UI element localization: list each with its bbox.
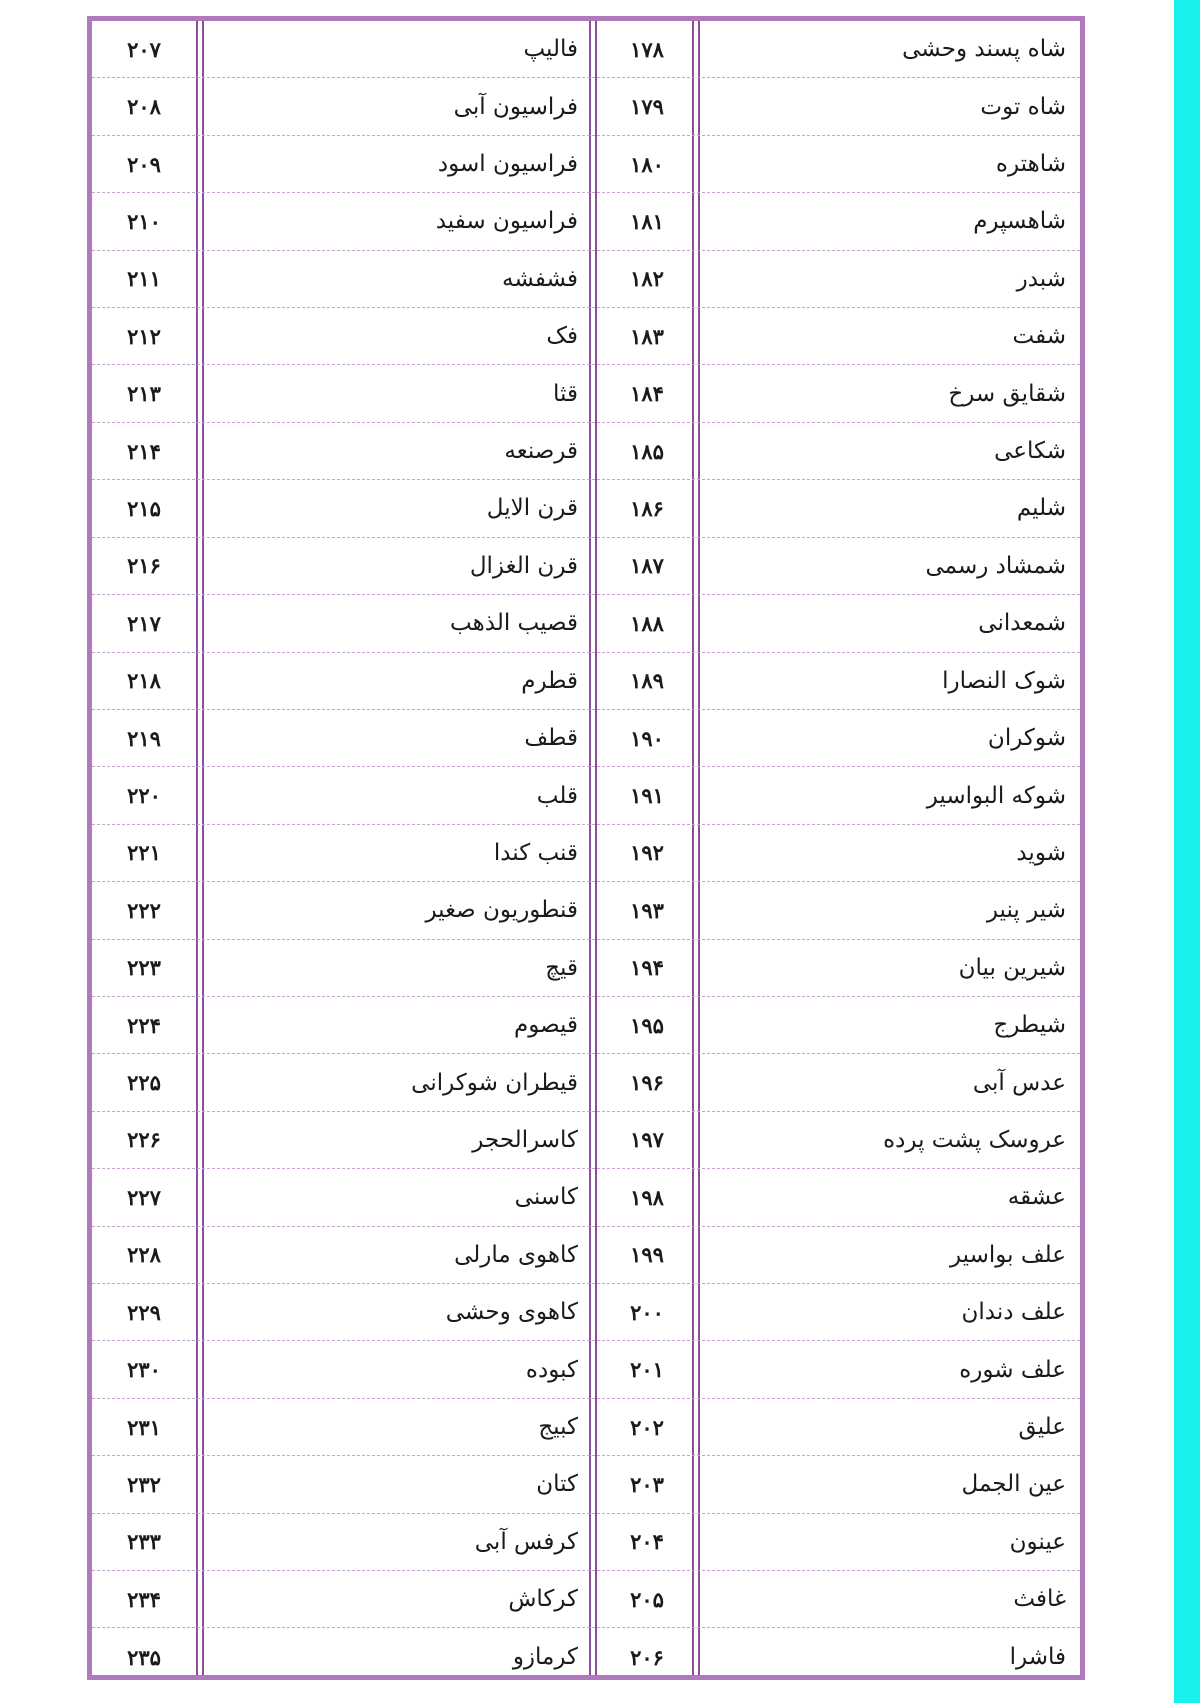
plant-name-left-column: قنطوریون صغیر	[425, 897, 578, 924]
page-number-left-column: ۲۱۸	[127, 668, 161, 694]
plant-name-left-column: کتان	[536, 1471, 578, 1498]
plant-name-left-column: قلب	[536, 782, 578, 809]
page-number-left-column: ۲۲۵	[127, 1070, 161, 1096]
plant-name-left-column: قصیب الذهب	[450, 610, 578, 637]
page-number-right-column: ۱۸۸	[630, 610, 664, 636]
plant-index-table	[87, 16, 1085, 1680]
page-number-left-column: ۲۲۴	[127, 1012, 161, 1038]
page-number-right-column: ۲۰۳	[630, 1471, 664, 1497]
plant-name-right-column: شکاعی	[994, 438, 1066, 465]
table-row	[92, 1054, 1080, 1111]
plant-name-left-column: کرکاش	[508, 1586, 578, 1613]
page-number-left-column: ۲۱۰	[127, 208, 161, 234]
table-row	[92, 997, 1080, 1054]
table-row	[92, 882, 1080, 939]
plant-name-right-column: شوکه البواسیر	[926, 782, 1066, 809]
table-row	[92, 710, 1080, 767]
table-row	[92, 251, 1080, 308]
table-row	[92, 538, 1080, 595]
table-row	[92, 136, 1080, 193]
table-row	[92, 1456, 1080, 1513]
table-row	[92, 1514, 1080, 1571]
plant-name-right-column: عینون	[1009, 1528, 1066, 1555]
page-number-left-column: ۲۰۹	[127, 151, 161, 177]
page-number-left-column: ۲۱۹	[127, 725, 161, 751]
plant-name-right-column: علف بواسیر	[949, 1241, 1066, 1268]
plant-name-left-column: قرن الایل	[486, 495, 578, 522]
plant-name-right-column: فاشرا	[1009, 1644, 1066, 1671]
page-number-right-column: ۱۹۷	[630, 1127, 664, 1153]
table-row	[92, 480, 1080, 537]
plant-name-right-column: شفت	[1012, 323, 1066, 350]
cyan-edge-strip	[1174, 0, 1200, 1703]
plant-name-left-column: فالیپ	[523, 36, 578, 63]
page-number-right-column: ۱۸۴	[630, 381, 664, 407]
plant-name-right-column: شیطرج	[993, 1012, 1066, 1039]
page-number-right-column: ۱۸۳	[630, 323, 664, 349]
plant-name-left-column: قطرم	[521, 667, 578, 694]
plant-name-right-column: شلیم	[1016, 495, 1066, 522]
plant-name-left-column: قطف	[524, 725, 578, 752]
page-number-right-column: ۱۹۰	[630, 725, 664, 751]
page-number-left-column: ۲۲۲	[127, 897, 161, 923]
page-number-left-column: ۲۲۸	[127, 1242, 161, 1268]
page-number-right-column: ۲۰۱	[630, 1357, 664, 1383]
table-row	[92, 595, 1080, 652]
plant-name-right-column: شوید	[1016, 839, 1066, 866]
page-number-left-column: ۲۱۶	[127, 553, 161, 579]
page-number-left-column: ۲۲۱	[127, 840, 161, 866]
plant-name-right-column: عروسک پشت پرده	[883, 1126, 1066, 1153]
page-number-left-column: ۲۲۰	[127, 783, 161, 809]
table-row	[92, 653, 1080, 710]
page-number-left-column: ۲۱۲	[127, 323, 161, 349]
plant-name-left-column: کاسرالحجر	[472, 1126, 578, 1153]
plant-name-right-column: شقایق سرخ	[948, 380, 1066, 407]
page-number-right-column: ۲۰۰	[630, 1299, 664, 1325]
page-number-right-column: ۱۹۲	[630, 840, 664, 866]
plant-name-left-column: فراسیون اسود	[437, 151, 578, 178]
plant-name-right-column: شمشاد رسمی	[925, 552, 1066, 579]
plant-name-right-column: شبدر	[1016, 265, 1066, 292]
plant-name-right-column: عین الجمل	[961, 1471, 1066, 1498]
table-row	[92, 193, 1080, 250]
page-number-right-column: ۱۸۹	[630, 668, 664, 694]
page-number-left-column: ۲۱۵	[127, 495, 161, 521]
page-number-right-column: ۱۷۸	[630, 36, 664, 62]
table-row	[92, 1628, 1080, 1685]
page-number-right-column: ۲۰۵	[630, 1586, 664, 1612]
plant-name-right-column: شاهتره	[995, 151, 1066, 178]
plant-name-right-column: شاهسپرم	[973, 208, 1066, 235]
plant-name-right-column: شاه توت	[980, 93, 1066, 120]
page-number-left-column: ۲۲۷	[127, 1184, 161, 1210]
page-number-left-column: ۲۳۱	[127, 1414, 161, 1440]
table-row	[92, 1284, 1080, 1341]
plant-name-right-column: شیرین بیان	[958, 954, 1066, 981]
plant-name-right-column: عشقه	[1007, 1184, 1066, 1211]
plant-name-right-column: شوک النصارا	[942, 667, 1066, 694]
plant-name-left-column: قیصوم	[513, 1012, 578, 1039]
plant-name-left-column: قرصنعه	[504, 438, 578, 465]
table-row	[92, 940, 1080, 997]
plant-name-left-column: قیچ	[545, 954, 578, 981]
page-number-left-column: ۲۳۵	[127, 1644, 161, 1670]
table-row	[92, 365, 1080, 422]
plant-name-right-column: غافث	[1013, 1586, 1066, 1613]
table-row	[92, 825, 1080, 882]
plant-name-right-column: علیق	[1018, 1414, 1066, 1441]
plant-name-right-column: علف شوره	[959, 1356, 1066, 1383]
plant-name-left-column: قیطران شوکرانی	[411, 1069, 578, 1096]
page-number-right-column: ۱۹۵	[630, 1012, 664, 1038]
plant-name-right-column: شاه پسند وحشی	[902, 36, 1066, 63]
page-number-right-column: ۱۹۴	[630, 955, 664, 981]
page-number-right-column: ۲۰۶	[630, 1644, 664, 1670]
page-number-left-column: ۲۱۴	[127, 438, 161, 464]
plant-name-left-column: کرفس آبی	[474, 1528, 578, 1555]
page-number-right-column: ۱۹۹	[630, 1242, 664, 1268]
page-number-left-column: ۲۰۸	[127, 94, 161, 120]
plant-name-left-column: کبوده	[525, 1356, 578, 1383]
table-row	[92, 1341, 1080, 1398]
page-number-left-column: ۲۱۱	[127, 266, 161, 292]
page-number-left-column: ۲۰۷	[127, 36, 161, 62]
plant-name-right-column: عدس آبی	[972, 1069, 1066, 1096]
page-number-right-column: ۱۹۳	[630, 897, 664, 923]
page-number-left-column: ۲۳۴	[127, 1586, 161, 1612]
plant-name-left-column: فک	[546, 323, 578, 350]
page-number-right-column: ۱۸۲	[630, 266, 664, 292]
page-number-right-column: ۱۸۵	[630, 438, 664, 464]
table-row	[92, 1399, 1080, 1456]
plant-name-left-column: فراسیون آبی	[453, 93, 578, 120]
table-row	[92, 423, 1080, 480]
plant-name-left-column: کاسنی	[514, 1184, 578, 1211]
plant-name-left-column: کاهوی وحشی	[445, 1299, 578, 1326]
page-number-right-column: ۱۹۱	[630, 783, 664, 809]
page-number-right-column: ۱۷۹	[630, 94, 664, 120]
page-number-right-column: ۲۰۲	[630, 1414, 664, 1440]
page-number-left-column: ۲۳۰	[127, 1357, 161, 1383]
page-number-left-column: ۲۲۶	[127, 1127, 161, 1153]
page-number-left-column: ۲۱۳	[127, 381, 161, 407]
plant-name-left-column: کاهوی مارلی	[454, 1241, 578, 1268]
page-number-left-column: ۲۲۹	[127, 1299, 161, 1325]
table-row	[92, 1227, 1080, 1284]
plant-name-left-column: کرمازو	[512, 1644, 578, 1671]
page-number-left-column: ۲۳۲	[127, 1471, 161, 1497]
plant-name-right-column: شمعدانی	[978, 610, 1066, 637]
page-number-right-column: ۱۸۱	[630, 208, 664, 234]
page-number-left-column: ۲۲۳	[127, 955, 161, 981]
plant-name-left-column: قرن الغزال	[469, 552, 578, 579]
page-number-right-column: ۱۹۸	[630, 1184, 664, 1210]
plant-name-left-column: فشفشه	[502, 265, 578, 292]
table-row	[92, 767, 1080, 824]
table-row	[92, 78, 1080, 135]
page-number-left-column: ۲۳۳	[127, 1529, 161, 1555]
page-number-right-column: ۲۰۴	[630, 1529, 664, 1555]
table-row	[92, 308, 1080, 365]
plant-name-right-column: شیر پنیر	[986, 897, 1066, 924]
table-row	[92, 21, 1080, 78]
page-number-left-column: ۲۱۷	[127, 610, 161, 636]
plant-name-left-column: کبیج	[538, 1414, 578, 1441]
page-number-right-column: ۱۹۶	[630, 1070, 664, 1096]
page-number-right-column: ۱۸۷	[630, 553, 664, 579]
plant-name-right-column: علف دندان	[961, 1299, 1066, 1326]
table-row	[92, 1169, 1080, 1226]
table-row	[92, 1112, 1080, 1169]
plant-name-left-column: قثا	[553, 380, 578, 407]
plant-name-left-column: قنب کندا	[493, 839, 578, 866]
page-number-right-column: ۱۸۶	[630, 495, 664, 521]
plant-name-left-column: فراسیون سفید	[435, 208, 578, 235]
plant-name-right-column: شوکران	[987, 725, 1066, 752]
table-row	[92, 1571, 1080, 1628]
page-number-right-column: ۱۸۰	[630, 151, 664, 177]
